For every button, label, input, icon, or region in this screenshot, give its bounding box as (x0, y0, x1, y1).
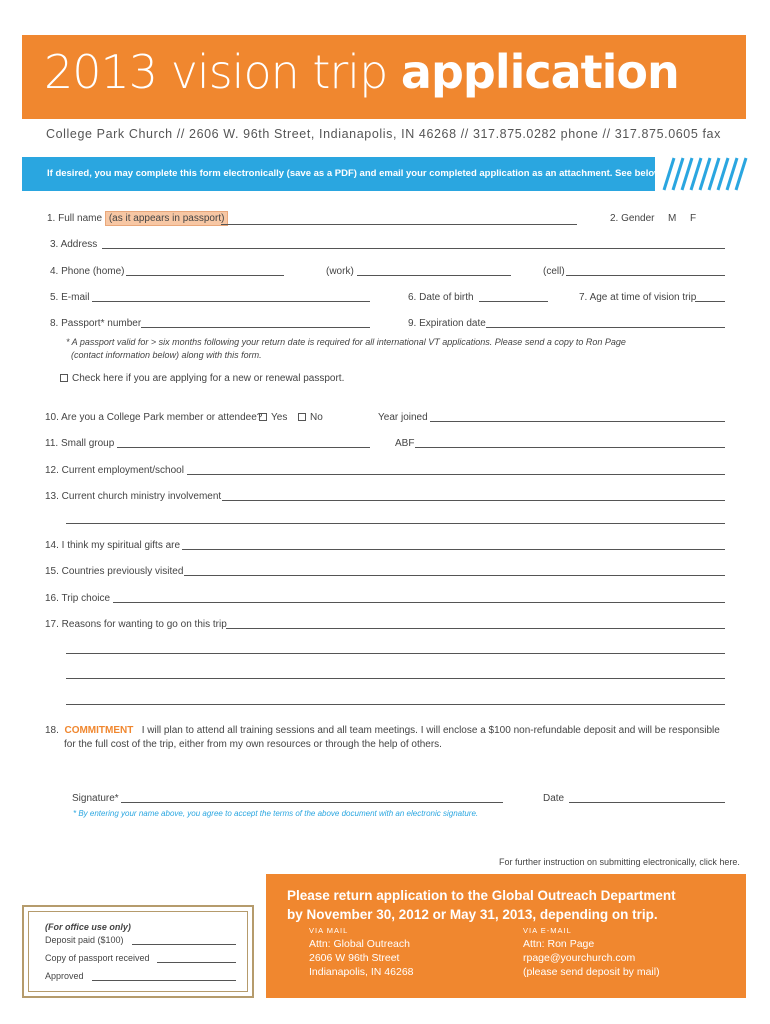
stripes-decoration (650, 157, 750, 191)
passport-copy-label: Copy of passport received (45, 953, 150, 963)
mail-line3: Indianapolis, IN 46268 (309, 966, 414, 978)
email-line3: (please send deposit by mail) (523, 966, 660, 978)
signature-label: Signature* (72, 793, 119, 804)
abf-label: ABF (395, 438, 415, 449)
email-contact (523, 937, 660, 979)
mail-address (309, 937, 414, 979)
no-checkbox[interactable] (298, 413, 306, 421)
ministry-input-line2[interactable] (66, 523, 725, 524)
full-name-label (47, 213, 228, 224)
expiration-input[interactable] (486, 327, 725, 328)
abf-input[interactable] (415, 447, 725, 448)
gender-label: 2. Gender (610, 213, 655, 224)
q18-number: 18. (45, 725, 59, 736)
renewal-checkbox-row[interactable] (60, 373, 344, 384)
office-use-box (22, 905, 254, 998)
employment-input[interactable] (187, 474, 725, 475)
age-input[interactable] (695, 301, 725, 302)
title-banner (22, 35, 746, 119)
reasons-input[interactable] (226, 628, 725, 629)
trip-choice-input[interactable] (113, 602, 725, 603)
countries-label: 15. Countries previously visited (45, 566, 184, 577)
member-no-option[interactable] (298, 412, 323, 423)
phone-home-input[interactable] (126, 275, 284, 276)
mail-line1: Attn: Global Outreach (309, 938, 410, 950)
title-regular: 2013 vision trip (44, 45, 388, 99)
address-label: 3. Address (50, 239, 98, 250)
passport-note-line2: (contact information below) along with this form. (71, 350, 262, 360)
age-label: 7. Age at time of vision trip (579, 292, 697, 303)
email-line1: Attn: Ron Page (523, 938, 595, 950)
reasons-label: 17. Reasons for wanting to go on this trip (45, 619, 227, 630)
instruction-text: If desired, you may complete this form electronically (save as a PDF) and email your completed application as an attachment. See below. (47, 168, 664, 179)
date-label: Date (543, 793, 565, 804)
dob-label: 6. Date of birth (408, 292, 474, 303)
return-heading (287, 886, 676, 924)
small-group-label: 11. Small group (45, 438, 115, 449)
small-group-input[interactable] (117, 447, 370, 448)
signature-input[interactable] (121, 802, 503, 803)
gender-m-option[interactable]: M (668, 213, 677, 224)
employment-label: 12. Current employment/school (45, 465, 184, 476)
phone-home-label: 4. Phone (home) (50, 266, 125, 277)
full-name-input[interactable] (221, 224, 577, 225)
trip-choice-label: 16. Trip choice (45, 593, 111, 604)
countries-input[interactable] (184, 575, 725, 576)
dob-input[interactable] (479, 301, 548, 302)
deposit-input[interactable] (132, 944, 236, 945)
commitment-heading: COMMITMENT (64, 725, 134, 736)
renewal-checkbox[interactable] (60, 374, 68, 382)
further-instruction-link[interactable]: For further instruction on submitting electronically, click here. (499, 857, 740, 867)
phone-cell-input[interactable] (566, 275, 725, 276)
deposit-label: Deposit paid ($100) (45, 935, 124, 945)
office-title: (For office use only) (45, 922, 131, 932)
return-heading-line1: Please return application to the Global Outreach Department (287, 888, 676, 903)
gifts-label: 14. I think my spiritual gifts are (45, 540, 181, 551)
via-mail-label: VIA MAIL (309, 926, 349, 935)
page-title (44, 45, 679, 99)
passport-input[interactable] (141, 327, 370, 328)
instruction-banner (22, 157, 664, 191)
email-address-link[interactable]: rpage@yourchurch.com (523, 952, 636, 964)
phone-work-input[interactable] (357, 275, 511, 276)
title-bold: application (400, 45, 679, 99)
passport-copy-input[interactable] (157, 962, 236, 963)
q1-label: 1. Full name (47, 213, 103, 224)
ministry-label: 13. Current church ministry involvement (45, 491, 222, 502)
phone-cell-label: (cell) (543, 266, 565, 277)
yes-checkbox[interactable] (259, 413, 267, 421)
date-input[interactable] (569, 802, 725, 803)
approved-input[interactable] (92, 980, 236, 981)
renewal-checkbox-label: Check here if you are applying for a new or renewal passport. (72, 373, 345, 384)
signature-note: * By entering your name above, you agree to accept the terms of the above document with an electronic signature. (73, 809, 479, 818)
gifts-input[interactable] (182, 549, 725, 550)
address-input[interactable] (102, 248, 725, 249)
commitment-text: I will plan to attend all training sessions and all team meetings. I will enclose a $100 non-refundable deposit and will be responsible (141, 725, 720, 736)
church-address-line: College Park Church // 2606 W. 96th Street, Indianapolis, IN 46268 // 317.875.0282 phone // 317.875.0605 fax (46, 127, 721, 141)
return-info-box (266, 874, 746, 998)
yes-label: Yes (271, 412, 288, 423)
phone-work-label: (work) (326, 266, 354, 277)
reasons-input-line2[interactable] (66, 653, 725, 654)
mail-line2: 2606 W 96th Street (309, 952, 400, 964)
return-heading-line2: by November 30, 2012 or May 31, 2013, depending on trip. (287, 907, 658, 922)
member-question-label: 10. Are you a College Park member or attendee? (45, 412, 263, 423)
office-use-inner (28, 911, 248, 992)
member-yes-option[interactable] (259, 412, 287, 423)
expiration-label: 9. Expiration date (408, 318, 486, 329)
commitment-line1 (45, 725, 720, 736)
commitment-line2: for the full cost of the trip, either from my own resources or through the help of others. (64, 739, 442, 750)
gender-f-option[interactable]: F (690, 213, 697, 224)
email-label: 5. E-mail (50, 292, 90, 303)
reasons-input-line3[interactable] (66, 678, 725, 679)
via-email-label: VIA E-MAIL (523, 926, 572, 935)
ministry-input[interactable] (222, 500, 725, 501)
passport-note-line1: * A passport valid for > six months following your return date is required for all international VT applications. Please send a copy to Ron Page (66, 337, 626, 347)
passport-name-hint: (as it appears in passport) (105, 211, 229, 226)
approved-label: Approved (45, 971, 84, 981)
email-input[interactable] (92, 301, 370, 302)
no-label: No (310, 412, 323, 423)
year-joined-input[interactable] (430, 421, 725, 422)
reasons-input-line4[interactable] (66, 704, 725, 705)
year-joined-label: Year joined (378, 412, 428, 423)
passport-label: 8. Passport* number (50, 318, 142, 329)
